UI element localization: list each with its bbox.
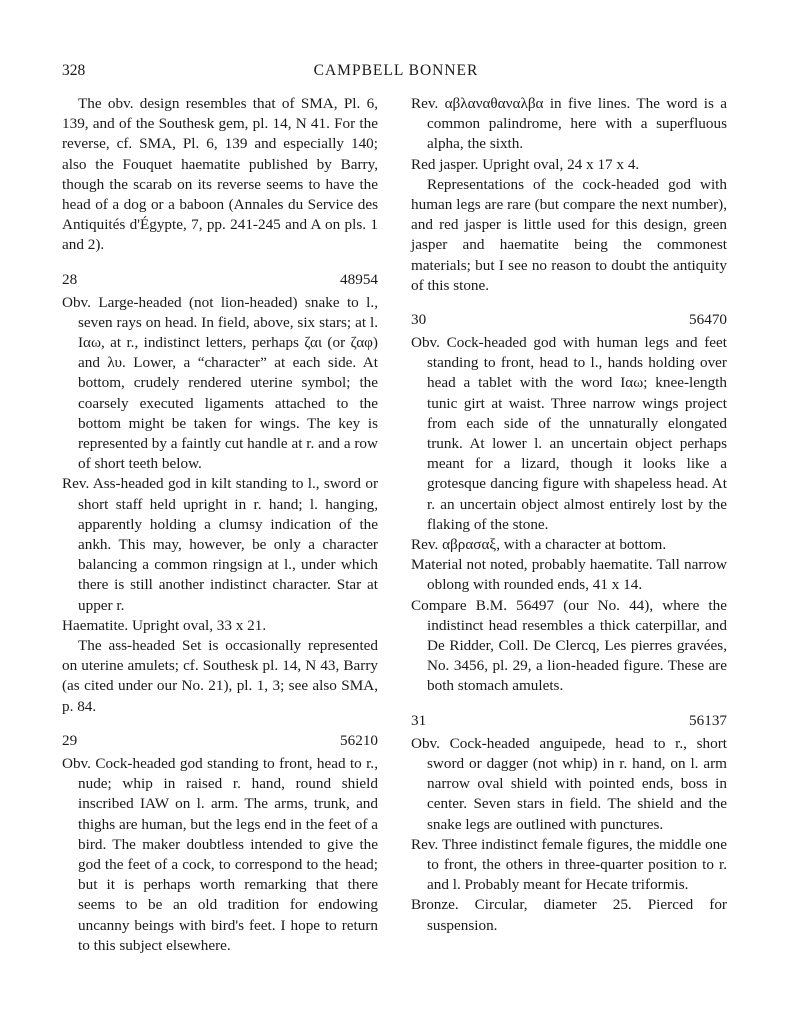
entry-31-reverse: Rev. Three indistinct female figures, the middle one to front, the others in three-quarter position to r. and l. Probably meant for Hecate triformis. <box>411 835 727 894</box>
entry-28-obverse: Obv. Large-headed (not lion-headed) snake to l., seven rays on head. In field, above, six stars; at l. Ιαω, at r., indistinct letters, perhaps ζαι (or ζαφ) and λυ. Lower, a “character” at each side. At bottom, crudely rendered uterine symbol; the coarsely executed ligaments attached to the bottom might be taken for wings. The key is represented by a faintly cut handle at r. and a row of short teeth below. <box>62 293 378 473</box>
entry-number: 30 <box>411 311 427 329</box>
entry-30-material: Material not noted, probably haematite. Tall narrow oblong with rounded ends, 41 x 14. <box>411 556 727 594</box>
entry-number: 28 <box>62 270 78 288</box>
entry-31-material: Bronze. Circular, diameter 25. Pierced for suspension. <box>411 896 727 934</box>
entry-31-obverse: Obv. Cock-headed anguipede, head to r., short sword or dagger (not whip) in r. hand, on l. arm narrow oval shield with pointed ends, boss in center. Seven stars in field. The shield and the snake legs are outlined with punctures. <box>411 734 727 833</box>
entry-30-obverse: Obv. Cock-headed god with human legs and feet standing to front, head to l., hands holding over head a tablet with the word Ιαω; knee-length tunic girt at waist. Three narrow wings project from each side of the unnaturally elongated trunk. At lower l. an uncertain object perhaps meant for a lizard, though it looks like a grotesque dancing figure with shapeless head. At r. an uncertain object almost entirely lost by the flaking of the stone. <box>411 334 727 533</box>
entry-28-heading <box>62 270 378 290</box>
entry-30-compare: Compare B.M. 56497 (our No. 44), where the indistinct head resembles a thick caterpillar, and De Ridder, Coll. De Clercq, Les pierres gravées, No. 3456, pl. 29, a lion-headed figure. These are both stomach amulets. <box>411 596 727 695</box>
entry-29-material: Red jasper. Upright oval, 24 x 17 x 4. <box>411 155 640 173</box>
running-title: CAMPBELL BONNER <box>313 62 479 79</box>
register-number: 56137 <box>689 711 727 729</box>
entry-28-note: The ass-headed Set is occasionally represented on uterine amulets; cf. Southesk pl. 14, N 43, Barry (as cited under our No. 21), pl. 1, 3; see also SMA, p. 84. <box>62 637 378 715</box>
entry-30-heading <box>411 310 727 330</box>
right-column <box>411 94 727 936</box>
entry-29-reverse: Rev. αβλαναθαναλβα in five lines. The word is a common palindrome, here with a superfluous alpha, the sixth. <box>411 95 727 153</box>
entry-29-note: Representations of the cock-headed god with human legs are rare (but compare the next number), and red jasper is little used for this design, green jasper and haematite being the commonest materials; but I see no reason to doubt the antiquity of this stone. <box>411 175 727 294</box>
entry-31-heading <box>411 711 727 731</box>
entry-number: 29 <box>62 731 78 749</box>
entry-29-obverse: Obv. Cock-headed god standing to front, head to r., nude; whip in raised r. hand, round shield inscribed IAW on l. arm. The arms, trunk, and thighs are human, but the legs end in the feet of a bird. The maker doubtless intended to give the god the feet of a cock, to correspond to the head; but it is perhaps worth remarking that there seems to be an old tradition for endowing uncanny beings with bird's feet. I hope to return to this subject elsewhere. <box>62 754 378 954</box>
entry-30-reverse: Rev. αβρασαξ, with a character at bottom. <box>411 536 667 554</box>
register-number: 56210 <box>340 731 378 749</box>
entry-29-heading <box>62 731 378 751</box>
page-header <box>0 62 792 82</box>
entry-28-reverse: Rev. Ass-headed god in kilt standing to l., sword or short staff held upright in r. hand; l. hanging, apparently holding a clumsy indication of the ankh. This may, however, be only a character balancing a common ringsign at l., under which there is still another indistinct character. Star at upper r. <box>62 475 378 614</box>
register-number: 48954 <box>340 270 378 288</box>
intro-paragraph: The obv. design resembles that of SMA, Pl. 6, 139, and of the Southesk gem, pl. 14, N 41. For the reverse, cf. SMA, Pl. 6, 139 and especially 140; also the Fouquet haematite published by Barry, though the scarab on its reverse seems to have the head of a dog or a baboon (Annales du Service des Antiquités d'Égypte, 7, pp. 241-245 and A on pls. 1 and 2). <box>62 95 378 254</box>
register-number: 56470 <box>689 311 727 329</box>
entry-28-material: Haematite. Upright oval, 33 x 21. <box>62 616 267 634</box>
entry-number: 31 <box>411 711 427 729</box>
left-column <box>62 94 378 956</box>
page-number: 328 <box>62 62 86 79</box>
